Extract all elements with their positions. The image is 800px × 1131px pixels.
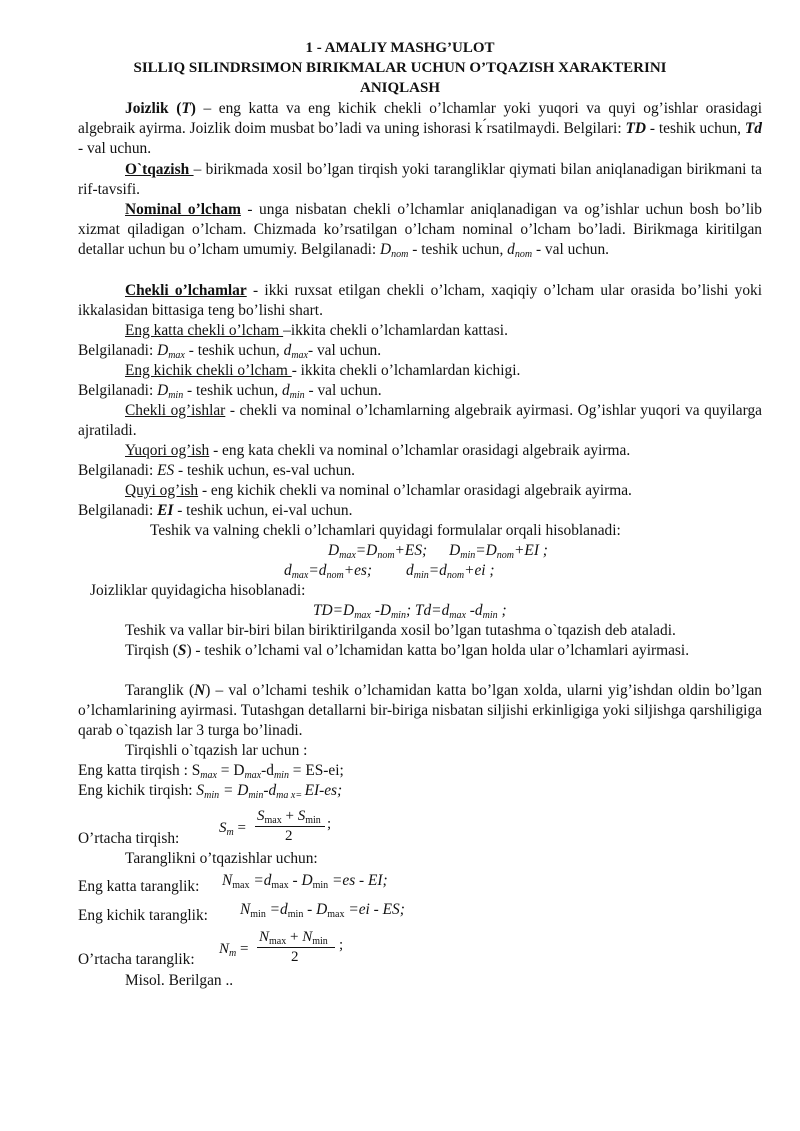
paragraph-otqazish: [78, 160, 762, 200]
sub: max: [244, 770, 262, 781]
sym: -D: [370, 602, 391, 619]
sym: = ES-ei;: [288, 762, 344, 779]
sub: min: [413, 570, 429, 581]
sub: min: [460, 550, 476, 561]
sym: -d: [261, 762, 274, 779]
text-end: - teshik uchun, ei-val uchun.: [173, 502, 353, 519]
misol-line: Misol. Berilgan ..: [125, 972, 234, 989]
paragraph-quyi: [125, 481, 632, 501]
symbol-D: D: [157, 382, 169, 399]
term-taranglik: Taranglik (: [125, 682, 195, 699]
definition-text: – birikmada xosil bo’lgan tirqish yoki tarangliklar qiymati bilan aniqlanadigan birikmani ta rif-tavsifi.: [78, 161, 762, 198]
term-chekli: Chekli o’lchamlar: [125, 282, 247, 299]
text-mid: - teshik uchun,: [183, 382, 282, 399]
sub: nom: [326, 570, 344, 581]
formula-avg-clearance: [219, 806, 339, 846]
heading-line-3: ANIQLASH: [359, 80, 441, 96]
heading-line-2: SILLIQ SILINDRSIMON BIRIKMALAR UCHUN O’TQAZISH XARAKTERINI: [133, 60, 667, 76]
sub: max: [339, 550, 356, 561]
paragraph-chekli-ogishlar: [78, 401, 762, 441]
symbol-d: d: [507, 241, 515, 258]
sub: nom: [446, 570, 465, 581]
subscript: min: [289, 390, 305, 401]
sym: = D: [216, 762, 245, 779]
symbol-Td: Td: [744, 120, 762, 137]
sym: S: [191, 762, 201, 779]
symbol-d: d: [283, 342, 292, 359]
paren-close: ): [190, 100, 196, 117]
term-tirqish: Tirqish (: [125, 642, 178, 659]
sub: min: [287, 909, 304, 920]
sub: max: [271, 880, 289, 891]
sym: +: [281, 808, 298, 824]
sym: +EI ;: [514, 542, 548, 559]
sym: +es;: [343, 562, 373, 579]
text-start: Belgilanadi:: [78, 462, 158, 479]
sym: d: [406, 562, 414, 579]
taranglik-intro: Taranglikni o’tqazishlar uchun:: [125, 850, 318, 867]
sub: min: [312, 936, 328, 947]
sub: min: [305, 815, 321, 826]
sym: =d: [249, 872, 272, 889]
sub: min: [250, 909, 266, 920]
symbol-EI: EI: [157, 502, 174, 519]
sym: =d: [428, 562, 447, 579]
paragraph-joizlik: [78, 99, 762, 159]
sub: max: [354, 610, 371, 621]
formula-min-interference: [240, 900, 405, 925]
sub: min: [204, 790, 220, 801]
label-max-interference: Eng katta taranglik:: [78, 878, 200, 895]
term-eng-katta: Eng katta chekli o’lcham: [125, 322, 284, 339]
sym: =es - EI;: [328, 872, 388, 889]
denominator: 2: [291, 949, 299, 965]
sym: N: [222, 872, 233, 889]
tirqish-intro: Tirqishli o`tqazish lar uchun :: [125, 742, 308, 759]
line-belgilanadi-es: [78, 461, 355, 481]
symbol-D: D: [380, 241, 392, 258]
definition-text: - ikkita chekli o’lchamlardan kichigi.: [291, 362, 521, 379]
sym: = D: [219, 782, 249, 799]
term-joizlik: Joizlik: [125, 100, 169, 117]
term-chekli-ogishlar: Chekli og’ishlar: [125, 402, 226, 419]
sub: max: [269, 936, 287, 947]
sym: S: [219, 820, 227, 836]
definition-text: - unga nisbatan chekli o’lchamlar aniqlanadigan va og’ishlar uchun bosh bo’lib xizmat qiladigan o’lcham. Chizmada ko’rsatilgan o’lcham nominal o’lcham bo’ladi. Birikmaga kiritilgan detallar uchun bu o’lcham umumiy. Belgilanadi:: [78, 201, 762, 258]
definition-text: – eng katta va eng kichik chekli o’lchamlar yoki yuqori va quyi og’ishlar orasidagi algebraik ayirma. Joizlik doim musbat bo’ladi va uning ishorasi k ́rsatilmaydi. Belgilari:: [78, 100, 762, 137]
joizliklar-intro: Joizliklar quyidagicha hisoblanadi:: [90, 582, 306, 599]
sub: min: [312, 880, 329, 891]
symbol-N: N: [194, 682, 206, 699]
text-end: - teshik uchun, es-val uchun.: [174, 462, 355, 479]
formula-d-limits: [284, 561, 495, 586]
term-nominal: Nominal o’lcham: [125, 201, 241, 218]
paragraph-nominal: [78, 200, 762, 260]
sub: min: [273, 770, 289, 781]
sym: =D: [475, 542, 497, 559]
sub: min: [248, 790, 264, 801]
label-avg-clearance: O’rtacha tirqish:: [78, 830, 180, 847]
label-min-interference: Eng kichik taranglik:: [78, 907, 208, 924]
sym: -d: [465, 602, 483, 619]
formula-max-interference: [222, 871, 388, 896]
paragraph-yuqori: [125, 441, 630, 461]
symbol-d: d: [281, 382, 290, 399]
sym: D: [328, 542, 340, 559]
paren-open: (: [168, 100, 182, 117]
text-val: - val uchun.: [78, 140, 152, 157]
sym: =: [236, 941, 249, 957]
subscript: nom: [514, 249, 533, 260]
sym: TD=D: [313, 602, 355, 619]
paragraph-chekli: [78, 281, 762, 321]
symbol-T: T: [181, 100, 191, 117]
sub: max: [232, 880, 250, 891]
sym: =ei - ES;: [344, 901, 405, 918]
term-otqazish: O`tqazish: [125, 161, 194, 178]
definition-text: ) – val o’lchami teshik o’lchamidan katta bo’lgan xolda, ularni yig’ishdan oldin bo’lgan o’lchamlarining ayirmasi. Tutashgan detallarni bir-biriga nisbatan siljishi erkinligiga yoki siljishga qarshiligiga qarab o`tqazish lar 3 turga bo’linadi.: [78, 682, 762, 739]
line-belgilanadi-ei: [78, 501, 352, 521]
sub: max: [291, 570, 309, 581]
text-end: - val uchun.: [532, 241, 610, 258]
sub: max: [449, 610, 466, 621]
sym: +: [286, 929, 303, 945]
term-yuqori: Yuqori og’ish: [125, 442, 210, 459]
sub: max: [264, 815, 282, 826]
text-mid: - teshik uchun,: [184, 342, 284, 359]
sym: N: [240, 901, 251, 918]
sym: EI-es;: [304, 782, 343, 799]
sym: S: [196, 782, 205, 799]
sym: D: [449, 542, 461, 559]
subscript: nom: [391, 249, 409, 260]
sub: m: [226, 827, 234, 838]
sym: +ES;: [394, 542, 428, 559]
line-belgilanadi-max: [78, 341, 381, 361]
sym: N: [219, 941, 230, 957]
sub: max: [200, 770, 217, 781]
definition-text: –ikkita chekli o’lchamlardan kattasi.: [283, 322, 508, 339]
symbol-S: S: [177, 642, 187, 659]
sym: N: [302, 929, 313, 945]
sym: d: [284, 562, 292, 579]
definition-text: ) - teshik o’lchami val o’lchamidan katta bo’lgan holda ular o’lchamlari ayirmasi.: [186, 642, 690, 659]
symbol-D: D: [157, 342, 169, 359]
sym: N: [259, 929, 270, 945]
term-quyi: Quyi og’ish: [125, 482, 199, 499]
sym: =d: [308, 562, 327, 579]
text-end: - val uchun.: [304, 382, 382, 399]
line-min-clearance: [78, 781, 342, 806]
text-mid: - teshik uchun,: [408, 241, 508, 258]
label-avg-interference: O’rtacha taranglik:: [78, 951, 195, 968]
sub: m: [229, 948, 237, 959]
definition-text: - ikki ruxsat etilgan chekli o’lcham, xaqiqiy o’lcham ular orasida bo’lishi yoki ikkalasidan bittasiga teng bo’lishi shart.: [78, 282, 762, 319]
formulas-intro: Teshik va valning chekli o’lchamlari quyidagi formulalar orqali hisoblanadi:: [150, 522, 621, 539]
subscript: min: [168, 390, 184, 401]
sub: min: [390, 610, 406, 621]
subscript: max: [168, 350, 185, 361]
sub: max: [327, 909, 345, 920]
text-start: Belgilanadi:: [78, 342, 158, 359]
subscript: max: [291, 350, 308, 361]
sub: nom: [496, 550, 515, 561]
paragraph-eng-kichik: [125, 361, 520, 381]
sym: S: [297, 808, 306, 824]
denominator: 2: [285, 828, 293, 844]
symbol-TD: TD: [625, 120, 647, 137]
sym: +ei ;: [464, 562, 495, 579]
term-eng-kichik: Eng kichik chekli o’lcham: [125, 362, 292, 379]
sym: ;: [497, 602, 507, 619]
text-start: Belgilanadi:: [78, 502, 158, 519]
sym: ;: [339, 937, 344, 953]
label: Eng kichik tirqish:: [78, 782, 197, 799]
symbol-ES: ES: [157, 462, 175, 479]
formula-avg-interference: [219, 927, 349, 967]
label: Eng katta tirqish :: [78, 762, 192, 779]
sub: ma x=: [276, 790, 305, 801]
definition-text: - eng kichik chekli va nominal o’lchamlar orasidagi algebraik ayirma.: [198, 482, 632, 499]
sub: nom: [377, 550, 395, 561]
sym: S: [257, 808, 265, 824]
text-teshik: - teshik uchun,: [646, 120, 745, 137]
paragraph-eng-katta: [125, 321, 508, 341]
sym: ; Td=d: [405, 602, 450, 619]
sym: =d: [265, 901, 288, 918]
sym: - D: [288, 872, 313, 889]
paragraph-taranglik: [78, 681, 762, 741]
sub: min: [482, 610, 498, 621]
sym: =: [233, 820, 246, 836]
text-start: Belgilanadi:: [78, 382, 158, 399]
text-end: - val uchun.: [308, 342, 382, 359]
paragraph-tirqish: [78, 641, 762, 661]
line-belgilanadi-min: [78, 381, 382, 401]
paragraph-tutashma: Teshik va vallar bir-biri bilan biriktirilganda xosil bo’lgan tutashma o`tqazish deb ataladi.: [125, 622, 676, 639]
sym: - D: [303, 901, 328, 918]
sym: ;: [327, 816, 332, 832]
sym: =D: [355, 542, 378, 559]
sym: -d: [263, 782, 277, 799]
definition-text: - eng kata chekli va nominal o’lchamlar orasidagi algebraik ayirma.: [209, 442, 631, 459]
definition-text: - chekli va nominal o’lchamlarning algebraik ayirmasi. Og’ishlar yuqori va quyilarga ajratiladi.: [78, 402, 762, 439]
heading-line-1: 1 - AMALIY MASHG’ULOT: [305, 40, 495, 56]
